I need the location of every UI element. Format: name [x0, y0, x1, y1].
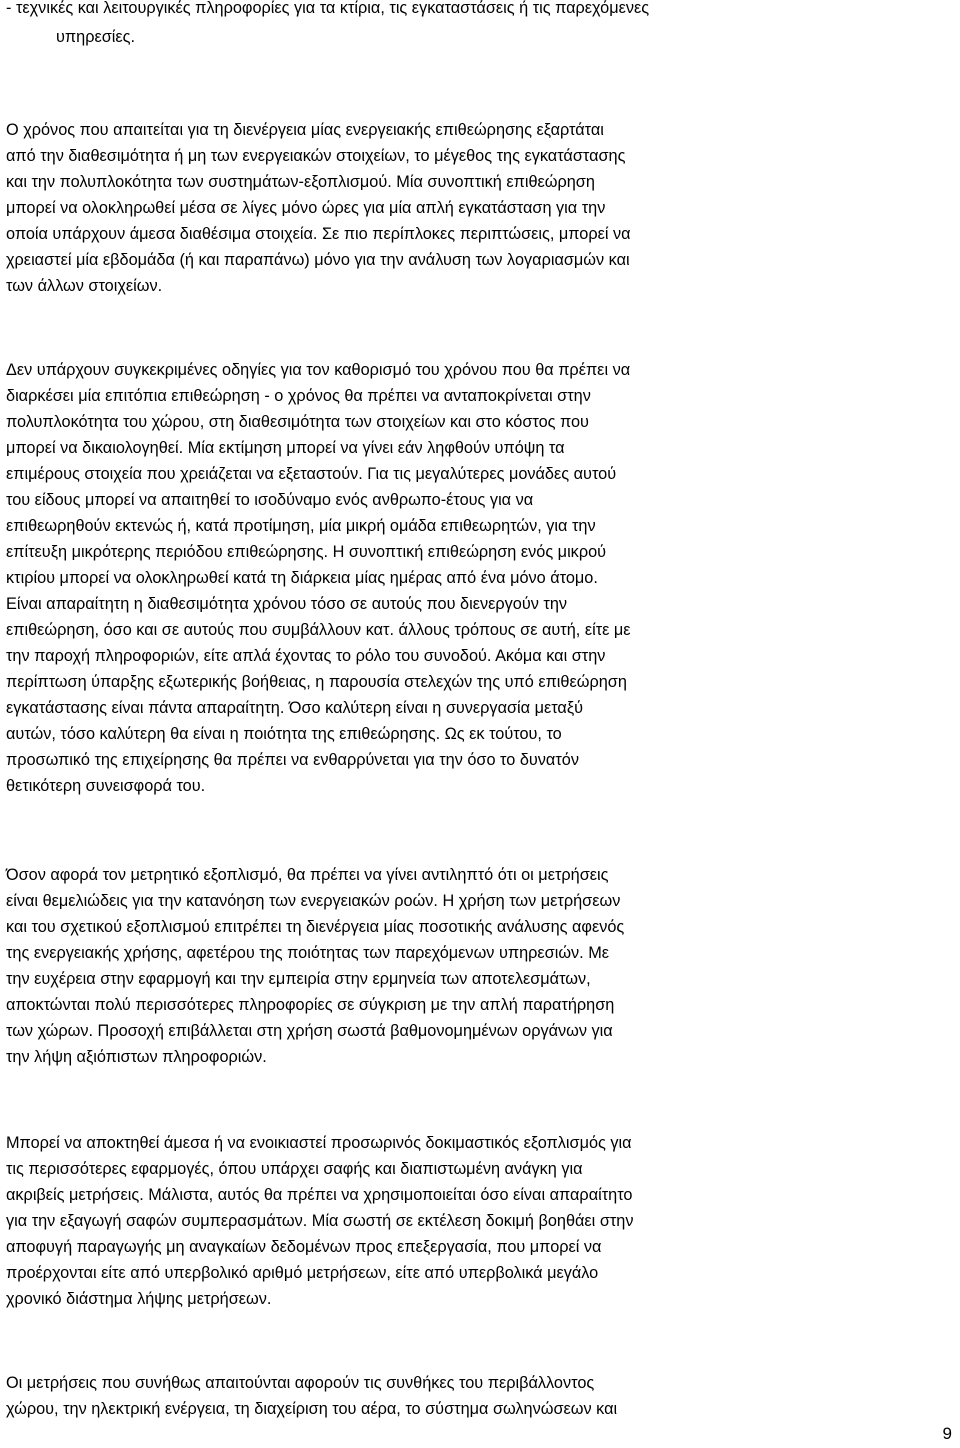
- text-line: είναι θεμελιώδεις για την κατανόηση των ενεργειακών ροών. Η χρήση των μετρήσεων: [6, 892, 621, 910]
- text-line: Είναι απαραίτητη η διαθεσιμότητα χρόνου τόσο σε αυτούς που διενεργούν την: [6, 595, 568, 613]
- paragraph: [6, 862, 796, 1070]
- paragraph: [6, 357, 796, 799]
- text-line: χρονικό διάστημα λήψης μετρήσεων.: [6, 1290, 272, 1308]
- text-line: αυτών, τόσο καλύτερη θα είναι η ποιότητα της επιθεώρησης. Ως εκ τούτου, το: [6, 725, 562, 743]
- text-line: Οι μετρήσεις που συνήθως απαιτούνται αφορούν τις συνθήκες του περιβάλλοντος: [6, 1374, 595, 1392]
- text-line: από την διαθεσιμότητα ή μη των ενεργειακών στοιχείων, το μέγεθος της εγκατάστασης: [6, 147, 626, 165]
- text-line: αποκτώνται πολύ περισσότερες πληροφορίες σε σύγκριση με την απλή παρατήρηση: [6, 996, 615, 1014]
- text-line: αποφυγή παραγωγής μη αναγκαίων δεδομένων προς επεξεργασία, που μπορεί να: [6, 1238, 602, 1256]
- text-line: Μπορεί να αποκτηθεί άμεσα ή να ενοικιαστεί προσωρινός δοκιμαστικός εξοπλισμός για: [6, 1134, 632, 1152]
- text-line: πολυπλοκότητα του χώρου, στη διαθεσιμότητα των στοιχείων και στο κόστος που: [6, 413, 589, 431]
- text-line: κτιρίου μπορεί να ολοκληρωθεί κατά τη διάρκεια μίας ημέρας από ένα μόνο άτομο.: [6, 569, 598, 587]
- text-line: και του σχετικού εξοπλισμού επιτρέπει τη διενέργεια μίας ποσοτικής ανάλυσης αφενός: [6, 918, 625, 936]
- intro-fragment: [6, 0, 796, 51]
- text-line: των χώρων. Προσοχή επιβάλλεται στη χρήση σωστά βαθμονομημένων οργάνων για: [6, 1022, 613, 1040]
- text-line: των άλλων στοιχείων.: [6, 277, 163, 295]
- text-line: χώρου, την ηλεκτρική ενέργεια, τη διαχείριση του αέρα, το σύστημα σωληνώσεων και: [6, 1400, 618, 1418]
- text-line: μπορεί να δικαιολογηθεί. Μία εκτίμηση μπορεί να γίνει εάν ληφθούν υπόψη τα: [6, 439, 565, 457]
- text-line: του είδους μπορεί να απαιτηθεί το ισοδύναμο ενός ανθρωπο-έτους για να: [6, 491, 534, 509]
- text-line: μπορεί να ολοκληρωθεί μέσα σε λίγες μόνο ώρες για μία απλή εγκατάσταση για την: [6, 199, 606, 217]
- text-line: εγκατάστασης είναι πάντα απαραίτητη. Όσο καλύτερη είναι η συνεργασία μεταξύ: [6, 699, 584, 717]
- paragraph: [6, 117, 796, 299]
- paragraph: [6, 1370, 796, 1422]
- text-line: προέρχονται είτε από υπερβολικό αριθμό μετρήσεων, είτε από υπερβολικά μεγάλο: [6, 1264, 599, 1282]
- text-line: επιθεωρηθούν εκτενώς ή, κατά προτίμηση, μία μικρή ομάδα επιθεωρητών, για την: [6, 517, 596, 535]
- page-number: 9: [942, 1424, 952, 1443]
- text-line: χρειαστεί μία εβδομάδα (ή και παραπάνω) μόνο για την ανάλυση των λογαριασμών και: [6, 251, 630, 269]
- text-line: για την εξαγωγή σαφών συμπερασμάτων. Μία σωστή σε εκτέλεση δοκιμή βοηθάει στην: [6, 1212, 634, 1230]
- text-line: περίπτωση ύπαρξης εξωτερικής βοήθειας, η παρουσία στελεχών της υπό επιθεώρηση: [6, 673, 627, 691]
- text-line: επιμέρους στοιχεία που χρειάζεται να εξεταστούν. Για τις μεγαλύτερες μονάδες αυτού: [6, 465, 617, 483]
- text-line: οποία υπάρχουν άμεσα διαθέσιμα στοιχεία. Σε πιο περίπλοκες περιπτώσεις, μπορεί να: [6, 225, 631, 243]
- text-line: και την πολυπλοκότητα των συστημάτων-εξοπλισμού. Μία συνοπτική επιθεώρηση: [6, 173, 595, 191]
- text-line: την παροχή πληροφοριών, είτε απλά έχοντας το ρόλο του συνοδού. Ακόμα και στην: [6, 647, 606, 665]
- text-line: επιθεώρηση, όσο και σε αυτούς που συμβάλλουν κατ. άλλους τρόπους σε αυτή, είτε με: [6, 621, 631, 639]
- text-line: Δεν υπάρχουν συγκεκριμένες οδηγίες για τον καθορισμό του χρόνου που θα πρέπει να: [6, 361, 631, 379]
- text-line: τις περισσότερες εφαρμογές, όπου υπάρχει σαφής και διαπιστωμένη ανάγκη για: [6, 1160, 583, 1178]
- text-line: θετικότερη συνεισφορά του.: [6, 777, 206, 795]
- text-line: Όσον αφορά τον μετρητικό εξοπλισμό, θα πρέπει να γίνει αντιληπτό ότι οι μετρήσεις: [6, 866, 609, 884]
- text-line: υπηρεσίες.: [56, 27, 136, 46]
- text-line: - τεχνικές και λειτουργικές πληροφορίες για τα κτίρια, τις εγκαταστάσεις ή τις παρεχόμενες: [6, 0, 650, 17]
- text-line: ακριβείς μετρήσεις. Μάλιστα, αυτός θα πρέπει να χρησιμοποιείται όσο είναι απαραίτητο: [6, 1186, 633, 1204]
- text-line: διαρκέσει μία επιτόπια επιθεώρηση - ο χρόνος θα πρέπει να ανταποκρίνεται στην: [6, 387, 591, 405]
- text-line: την ευχέρεια στην εφαρμογή και την εμπειρία στην ερμηνεία των αποτελεσμάτων,: [6, 970, 591, 988]
- text-line: προσωπικό της επιχείρησης θα πρέπει να ενθαρρύνεται για την όσο το δυνατόν: [6, 751, 579, 769]
- text-line: Ο χρόνος που απαιτείται για τη διενέργεια μίας ενεργειακής επιθεώρησης εξαρτάται: [6, 121, 604, 139]
- text-line: επίτευξη μικρότερης περιόδου επιθεώρησης. Η συνοπτική επιθεώρηση ενός μικρού: [6, 543, 607, 561]
- text-line: την λήψη αξιόπιστων πληροφοριών.: [6, 1048, 267, 1066]
- text-line: της ενεργειακής χρήσης, αφετέρου της ποιότητας των παρεχόμενων υπηρεσιών. Με: [6, 944, 610, 962]
- paragraph: [6, 1130, 796, 1312]
